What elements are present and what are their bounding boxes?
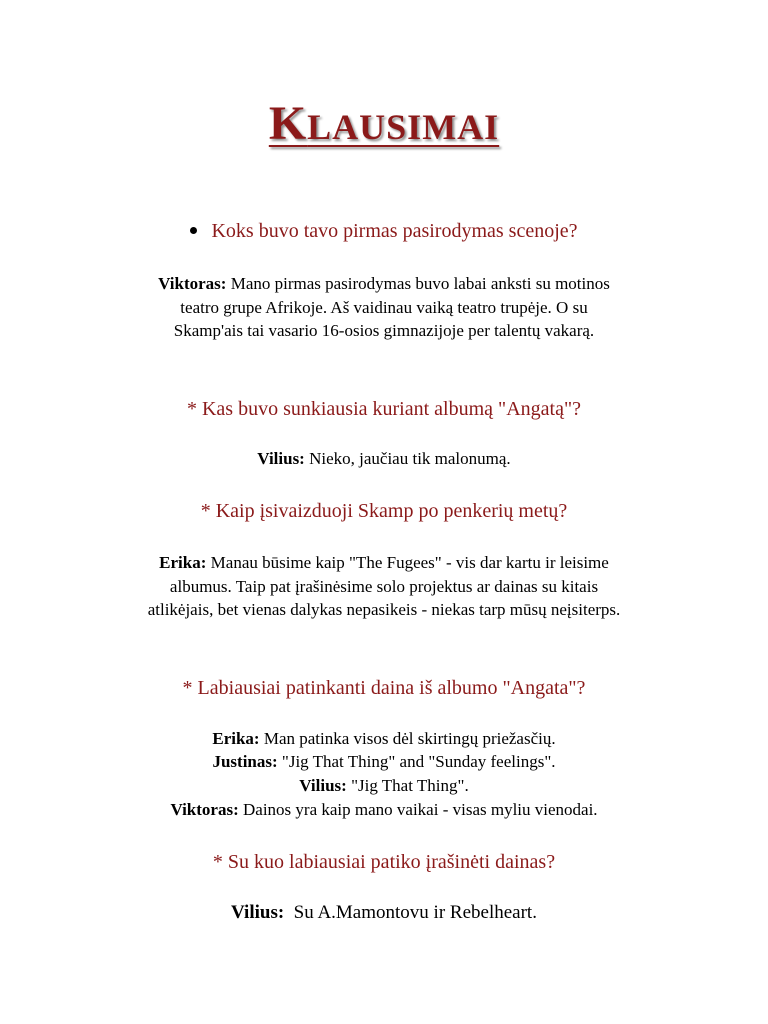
question-5 [0,850,768,874]
question-2 [0,397,768,421]
speaker-name: Viktoras: [170,800,239,819]
question-4 [0,676,768,700]
answer-2-vilius [0,447,768,471]
speaker-name: Justinas: [212,752,278,771]
speaker-name: Erika: [159,553,207,572]
answer-text: Su A.Mamontovu ir Rebelheart. [284,902,537,923]
answer-5-vilius [0,901,768,925]
title-rest: LAUSIMAI [307,107,500,147]
speaker-name: Viktoras: [158,274,227,293]
question-2-text: * Kas buvo sunkiausia kuriant albumą "Angatą"? [186,398,581,420]
answer-4-justinas [0,750,768,774]
answer-text: "Jig That Thing". [346,776,469,795]
question-1-text: Koks buvo tavo pirmas pasirodymas scenoje? [211,220,578,242]
speaker-name: Erika: [212,729,260,748]
answer-3-erika [146,551,622,622]
speaker-name: Vilius: [299,776,347,795]
answer-4-vilius [0,774,768,798]
answer-1-viktoras [146,272,622,343]
answer-text: Manau būsime kaip "The Fugees" - vis dar kartu ir leisime albumus. Taip pat įrašinėsime solo projektus ar dainas su kitais atlikėjais, bet vienas dalykas nepasikeis - niekas tarp mūsų neįsiterps. [147,553,621,619]
speaker-name: Vilius: [231,902,285,923]
answer-4-erika [0,727,768,751]
question-3 [0,499,768,523]
answer-text: Mano pirmas pasirodymas buvo labai anksti su motinos teatro grupe Afrikoje. Aš vaidinau vaiką teatro trupėje. O su Skamp'ais tai vasario 16-osios gimnazijoje per talentų vakarą. [173,274,610,340]
answer-text: Man patinka visos dėl skirtingų priežasčių. [259,729,556,748]
answer-text: Nieko, jaučiau tik malonumą. [304,449,511,468]
question-1 [0,219,768,243]
answer-text: Dainos yra kaip mano vaikai - visas myliu vienodai. [238,800,598,819]
title-first-letter: K [268,97,308,150]
speaker-name: Vilius: [257,449,305,468]
question-3-text: * Kaip įsivaizduoji Skamp po penkerių metų? [200,500,568,522]
question-4-text: * Labiausiai patinkanti daina iš albumo "Angata"? [182,677,586,699]
page-title [0,96,768,151]
question-5-text: * Su kuo labiausiai patiko įrašinėti dainas? [212,851,556,873]
answer-text: "Jig That Thing" and "Sunday feelings". [277,752,556,771]
answer-4-viktoras [0,798,768,822]
bullet-icon [190,227,197,234]
